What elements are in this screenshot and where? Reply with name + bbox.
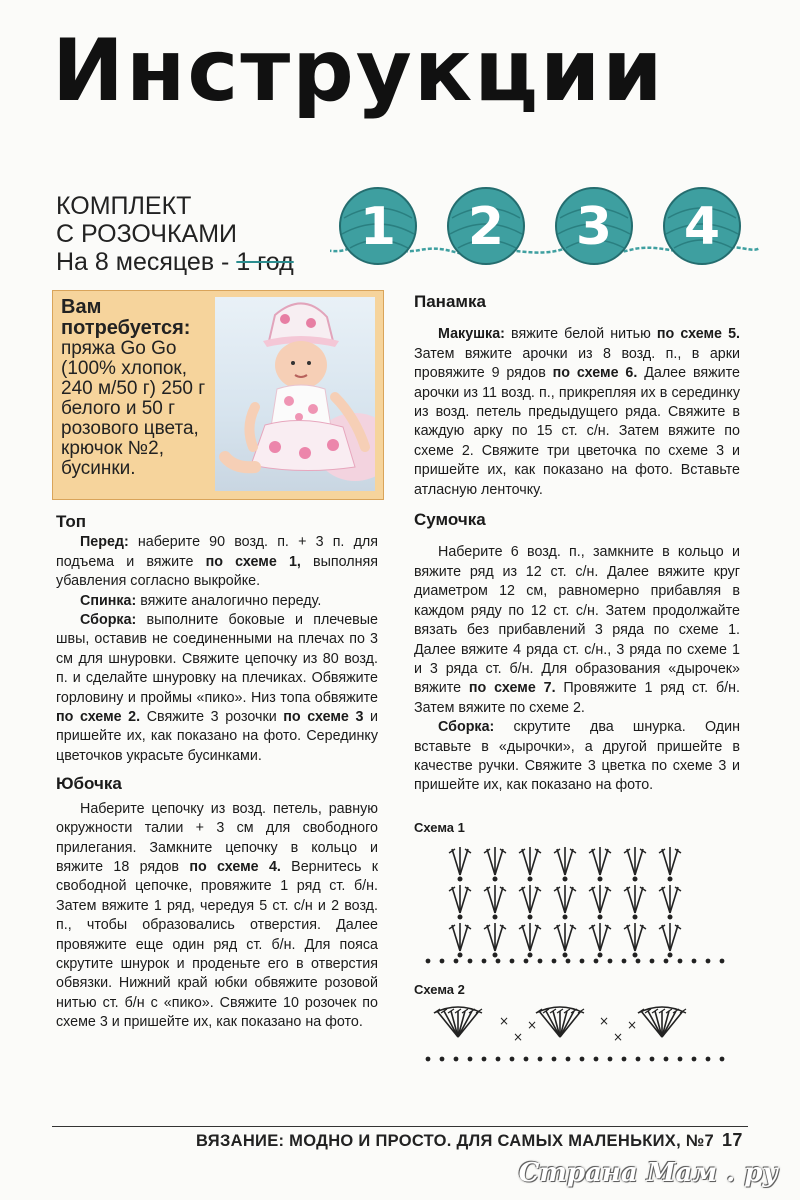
chain-dot: [510, 959, 515, 964]
bag-scheme7-ref: по схеме 7.: [468, 680, 556, 697]
chain-dot: [538, 1057, 543, 1062]
baby-photo: [215, 297, 375, 491]
materials-box: [52, 290, 384, 500]
top-heading: Топ: [56, 512, 86, 531]
site-watermark: Страна Мам . ру: [518, 1158, 778, 1188]
stitch-fan: [589, 923, 611, 958]
chain-dot: [496, 959, 501, 964]
chain-dot: [496, 1057, 501, 1062]
chain-dot: [440, 959, 445, 964]
chain-dot: [538, 959, 543, 964]
chain-dot: [650, 1057, 655, 1062]
chain-dot: [594, 1057, 599, 1062]
skirt-text-2: Вернитесь к свободной цепочке, провяжите 1 ряд ст. б/н. Затем вяжите 1 ряд, чередуя 5 ст. с/н и 2 возд. п., чтобы образовались отверстия. Далее провяжите еще один ряд ст. б/н. Для пояса скрутите шнурок и проденьте его в отверстия обвязки. Нижний край юбки обвяжите розовой нитью ст. б/н с «пико». Свяжите 10 розочек по схеме 3 и пришейте их, как показано на фото.: [56, 858, 378, 1031]
step-number-3: 3: [575, 197, 613, 257]
chain-dot: [468, 959, 473, 964]
chain-dot: [426, 1057, 431, 1062]
page-title: Инструкции: [52, 21, 665, 121]
bag-heading: Сумочка: [414, 510, 486, 530]
single-crochet-mark: ×: [512, 1029, 524, 1044]
skirt-scheme-ref: по схеме 4.: [189, 858, 281, 875]
top-assembly-text-1: выполните боковые и плечевые швы, оставив не соединенными на плечах по 3 см для шнуровки. Свяжите цепочку из 80 возд. п. и сделайте шнуровку на плечиках. Обвяжите горловину и проймы «пико». Низ топа обвяжите: [56, 612, 378, 706]
materials-list: пряжа Go Go (100% хлопок, 240 м/50 г) 250 г белого и 50 г розового цвета, крючок №2, бусинки.: [61, 338, 206, 479]
stitch-fan: [554, 885, 576, 920]
baby-illustration: [215, 297, 375, 491]
hat-scheme6-ref: по схеме 6.: [552, 365, 638, 382]
footer-divider: [52, 1126, 748, 1127]
chain-dot: [636, 959, 641, 964]
chain-dot: [706, 959, 711, 964]
chain-dot: [454, 959, 459, 964]
single-crochet-mark: ×: [526, 1017, 538, 1032]
scheme1-label: Схема 1: [414, 819, 465, 835]
shell-stitch: [638, 1007, 686, 1037]
step-number-2: 2: [467, 197, 505, 257]
subtitle-line-3: [56, 248, 294, 276]
chain-dot: [510, 1057, 515, 1062]
top-assembly-text-3: и пришейте их, как показано на фото. Серединку цветочков украсьте бусинками.: [56, 709, 378, 764]
stitch-fan: [519, 885, 541, 920]
stitch-fan: [519, 847, 541, 882]
single-crochet-mark: ×: [498, 1013, 510, 1028]
single-crochet-mark: ×: [612, 1029, 624, 1044]
skirt-heading: Юбочка: [56, 774, 122, 794]
stitch-fan: [449, 923, 471, 958]
top-assembly-text-2: Свяжите 3 розочки: [140, 709, 284, 726]
shell-stitch: [434, 1007, 482, 1037]
top-front-paragraph: [56, 533, 378, 591]
hat-text-2: Затем вяжите арочки из 8 возд. п., в арки провяжите 9 рядов: [414, 345, 740, 382]
front-text-1: наберите 90 возд. п. + 3 п. для подъема и вяжите: [56, 534, 378, 570]
right-column: [414, 292, 740, 1075]
left-column: [56, 512, 378, 1033]
stitch-fan: [484, 885, 506, 920]
hat-crown-label: Макушка:: [438, 326, 505, 343]
scheme1-diagram: [414, 837, 740, 965]
shell-stitch: [536, 1007, 584, 1037]
chain-dot: [454, 1057, 459, 1062]
stitch-fan: [624, 923, 646, 958]
hat-scheme5-ref: по схеме 5.: [656, 326, 740, 343]
age-value: 1 год: [236, 248, 294, 276]
chain-dot: [468, 1057, 473, 1062]
single-crochet-mark: ×: [626, 1017, 638, 1032]
hat-heading: Панамка: [414, 292, 486, 311]
chain-dot: [622, 959, 627, 964]
back-text: вяжите аналогично переду.: [136, 592, 322, 609]
front-label: Перед:: [80, 534, 129, 551]
chain-dot: [524, 1057, 529, 1062]
bag-assembly-label: Сборка:: [438, 719, 495, 736]
chain-dot: [664, 959, 669, 964]
chain-dot: [440, 1057, 445, 1062]
age-prefix: На 8 месяцев -: [56, 248, 237, 276]
single-crochet-mark: ×: [598, 1013, 610, 1028]
top-assembly-label: Сборка:: [80, 612, 137, 629]
stitch-fan: [624, 847, 646, 882]
stitch-fan: [589, 885, 611, 920]
chain-dot: [524, 959, 529, 964]
chain-dot: [622, 1057, 627, 1062]
bag-text-2: Провяжите 1 ряд ст. б/н. Затем вяжите по схеме 2.: [414, 680, 740, 716]
chain-dot: [608, 1057, 613, 1062]
stitch-fan: [659, 885, 681, 920]
chain-dot: [580, 959, 585, 964]
chain-dot: [608, 959, 613, 964]
chain-dot: [650, 959, 655, 964]
top-assembly-scheme2: по схеме 2.: [56, 709, 141, 726]
scheme2-label: Схема 2: [414, 981, 465, 997]
stitch-fan: [659, 923, 681, 958]
chain-dot: [482, 1057, 487, 1062]
step-ball-1: [340, 188, 416, 264]
hat-paragraph: [414, 325, 740, 500]
stitch-fan: [659, 847, 681, 882]
back-label: Спинка:: [80, 592, 137, 609]
hat-text-1: вяжите белой нитью: [504, 326, 657, 343]
chain-dot: [552, 959, 557, 964]
chain-dot: [552, 1057, 557, 1062]
hat-text-3: Далее вяжите арочки из 11 возд. п., прикрепляя их в серединку из возд. петель предыдущего ряда. Свяжите в каждую арку по 15 ст. с/н. Затем вяжите по схеме 2. Свяжите три цветочка по схеме 3 и пришейте их, как показано на фото. Вставьте атласную ленточку.: [414, 365, 741, 498]
chain-dot: [566, 1057, 571, 1062]
chain-dot: [566, 959, 571, 964]
bag-paragraph: [414, 543, 740, 718]
chain-dot: [636, 1057, 641, 1062]
magazine-name: ВЯЗАНИЕ: МОДНО И ПРОСТО. ДЛЯ САМЫХ МАЛЕНЬКИХ, №7: [196, 1132, 715, 1150]
bag-text-1: Наберите 6 возд. п., замкните в кольцо и вяжите ряд из 12 ст. с/н. Далее вяжите круг диаметром 12 см, равномерно прибавляя в каждом ряду по 12 ст. с/н. Затем продолжайте вязать без прибавлений 3 ряда по схеме 1. Далее вяжите 4 ряда ст. с/н., 3 ряда по схеме 1 и 3 ряда ст. б/н. Для образования «дырочек» вяжите: [414, 544, 740, 697]
chain-dot: [692, 959, 697, 964]
chain-dot: [482, 959, 487, 964]
skirt-text-1: Наберите цепочку из возд. петель, равную окружности талии + 3 см для свободного прилегания. Замкните цепочку в кольцо и вяжите 18 рядов: [56, 800, 378, 875]
top-assembly-paragraph: [56, 611, 378, 766]
chain-dot: [706, 1057, 711, 1062]
chain-dot: [580, 1057, 585, 1062]
stitch-fan: [624, 885, 646, 920]
step-number-4: 4: [683, 197, 721, 257]
stitch-fan: [589, 847, 611, 882]
chain-dot: [720, 1057, 725, 1062]
stitch-fan: [449, 885, 471, 920]
chain-dot: [664, 1057, 669, 1062]
scheme2-diagram: [414, 999, 740, 1069]
bag-assembly-paragraph: [414, 718, 740, 796]
chain-dot: [678, 959, 683, 964]
subtitle-line-1: КОМПЛЕКТ: [56, 192, 192, 220]
top-assembly-scheme3: по схеме 3: [283, 709, 364, 726]
step-ball-4: [664, 188, 740, 264]
stitch-fan: [484, 923, 506, 958]
stitch-fan: [484, 847, 506, 882]
chain-dot: [720, 959, 725, 964]
front-text-2: выполняя убавления согласно выкройке.: [56, 553, 379, 590]
stitch-fan: [554, 923, 576, 958]
stitch-fan: [449, 847, 471, 882]
chain-dot: [678, 1057, 683, 1062]
chain-dot: [692, 1057, 697, 1062]
page-footer: [196, 1130, 743, 1151]
chain-dot: [426, 959, 431, 964]
skirt-paragraph: [56, 800, 378, 1033]
front-scheme-ref: по схеме 1,: [205, 553, 301, 570]
project-subtitle: [56, 192, 294, 276]
step-number-1: 1: [359, 197, 397, 257]
materials-heading: Вам потребуется:: [61, 296, 191, 339]
step-ball-2: [448, 188, 524, 264]
materials-text: [61, 297, 221, 479]
step-ball-3: [556, 188, 632, 264]
chain-dot: [594, 959, 599, 964]
stitch-fan: [519, 923, 541, 958]
page-number: 17: [722, 1130, 743, 1150]
subtitle-line-2: С РОЗОЧКАМИ: [56, 220, 237, 248]
stitch-fan: [554, 847, 576, 882]
bag-assembly-text: скрутите два шнурка. Один вставьте в «дырочки», а другой пришейте в качестве ручки. Свяжите 3 цветка по схеме 3 и пришейте их, как показано на фото.: [414, 719, 740, 794]
top-back-paragraph: [56, 592, 378, 611]
yarn-ball-steps: [330, 178, 760, 278]
